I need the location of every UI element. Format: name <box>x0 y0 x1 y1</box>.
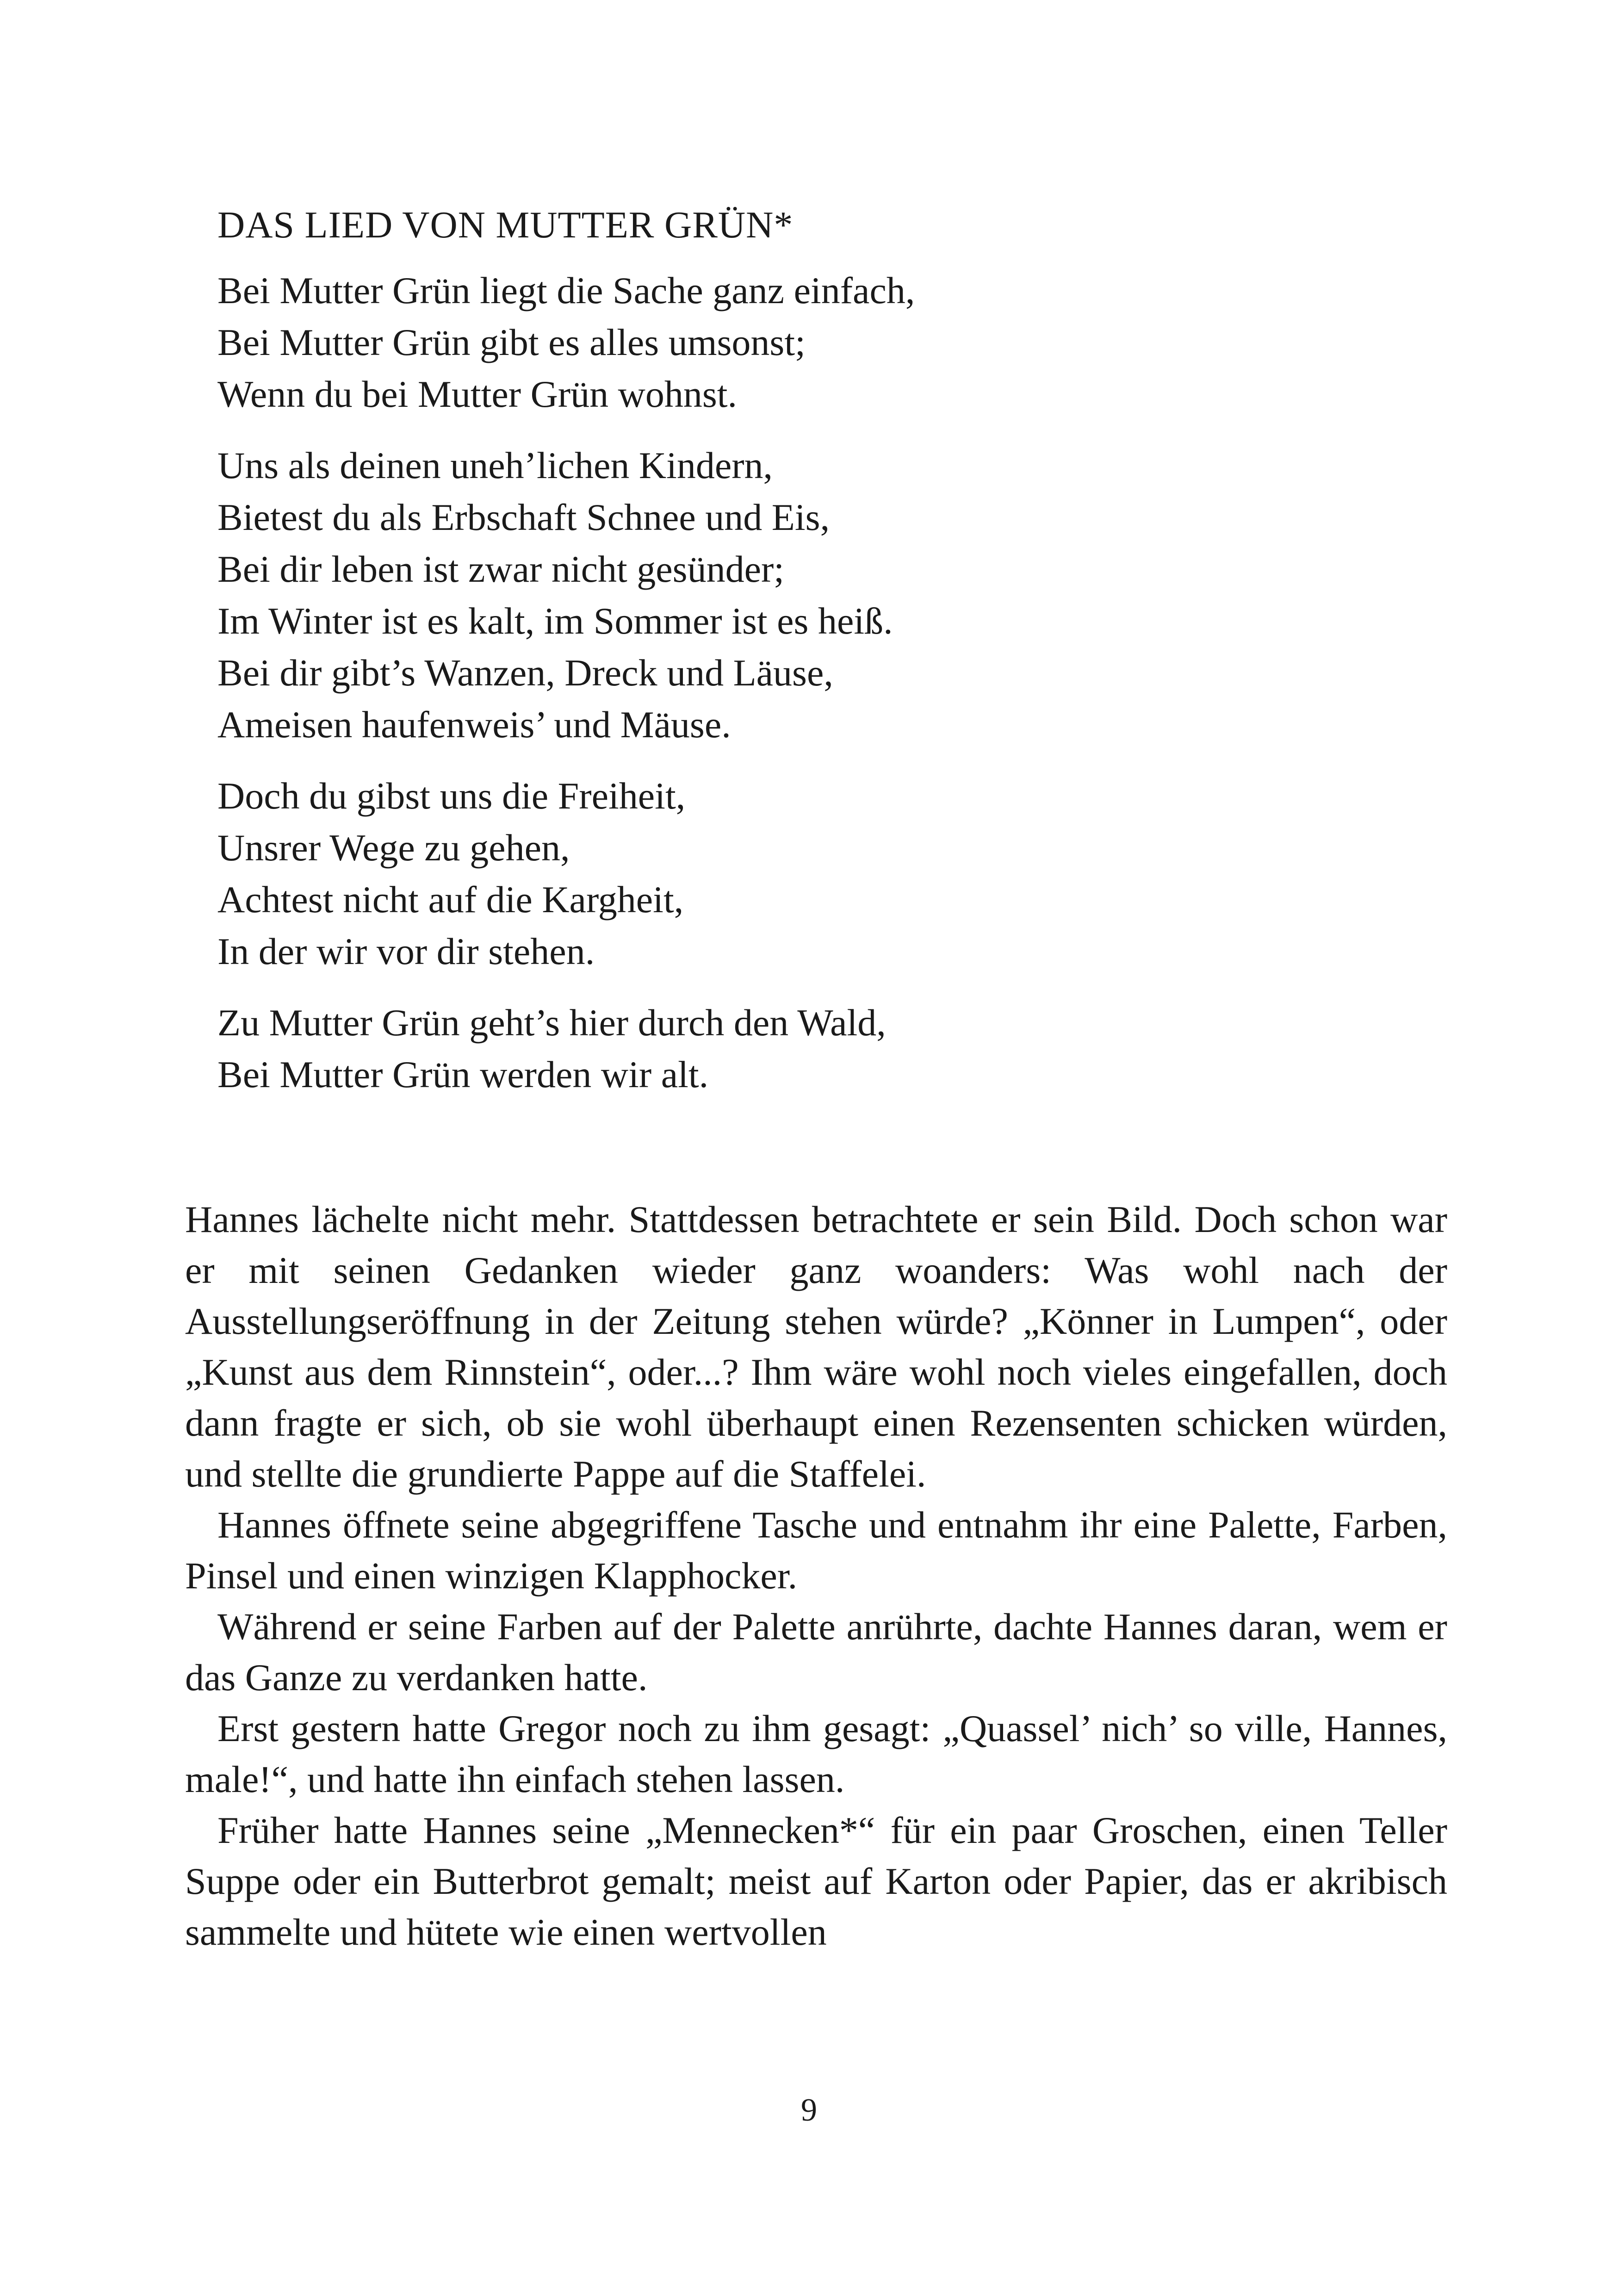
paragraph: Hannes lächelte nicht mehr. Stattdessen betrachtete er sein Bild. Doch schon war er mit seinen Gedanken wieder ganz woanders: Was wohl nach der Ausstellungseröffnung in der Zeitung stehen würde? „Könner in Lumpen“, oder „Kunst aus dem Rinnstein“, oder...? Ihm wäre wohl noch vieles eingefallen, doch dann fragte er sich, ob sie wohl überhaupt einen Rezensenten schicken würden, und stellte die grundierte Pappe auf die Staffelei. <box>185 1198 1447 1495</box>
paragraph: Hannes öffnete seine abgegriffene Tasche und entnahm ihr eine Palette, Farben, Pinsel und einen winzigen Klapphocker. <box>185 1504 1447 1597</box>
poem <box>217 199 1467 1120</box>
poem-line: Bei dir gibt’s Wanzen, Dreck und Läuse, <box>217 652 833 694</box>
poem-line: Doch du gibst uns die Freiheit, <box>217 775 686 817</box>
paragraph: Erst gestern hatte Gregor noch zu ihm gesagt: „Quassel’ nich’ so ville, Hannes, male!“, und hatte ihn einfach stehen lassen. <box>185 1707 1447 1800</box>
poem-stanza-3 <box>217 770 1467 977</box>
page-number: 9 <box>801 2092 817 2128</box>
poem-title: DAS LIED VON MUTTER GRÜN* <box>217 204 794 246</box>
poem-line: Bei Mutter Grün gibt es alles umsonst; <box>217 321 806 363</box>
poem-line: Wenn du bei Mutter Grün wohnst. <box>217 373 738 415</box>
poem-line: Zu Mutter Grün geht’s hier durch den Wald, <box>217 1002 886 1044</box>
poem-line: Uns als deinen uneh’lichen Kindern, <box>217 444 773 486</box>
poem-stanza-1 <box>217 265 1467 420</box>
poem-line: Ameisen haufenweis’ und Mäuse. <box>217 703 731 746</box>
paragraph: Früher hatte Hannes seine „Mennecken*“ für ein paar Groschen, einen Teller Suppe oder ein Butterbrot gemalt; meist auf Karton oder Papier, das er akribisch sammelte und hütete wie einen wertvollen <box>185 1809 1447 1953</box>
poem-line: Bei Mutter Grün liegt die Sache ganz einfach, <box>217 269 915 311</box>
prose-text <box>185 1194 1447 1958</box>
poem-stanza-2 <box>217 440 1467 751</box>
poem-line: In der wir vor dir stehen. <box>217 930 595 972</box>
poem-line: Bei Mutter Grün werden wir alt. <box>217 1053 709 1095</box>
poem-line: Unsrer Wege zu gehen, <box>217 827 570 869</box>
poem-line: Achtest nicht auf die Kargheit, <box>217 878 684 921</box>
poem-line: Im Winter ist es kalt, im Sommer ist es heiß. <box>217 600 893 642</box>
paragraph: Während er seine Farben auf der Palette anrührte, dachte Hannes daran, wem er das Ganze zu verdanken hatte. <box>185 1605 1447 1699</box>
poem-line: Bietest du als Erbschaft Schnee und Eis, <box>217 496 830 538</box>
poem-stanza-4 <box>217 997 1467 1101</box>
poem-line: Bei dir leben ist zwar nicht gesünder; <box>217 548 785 590</box>
